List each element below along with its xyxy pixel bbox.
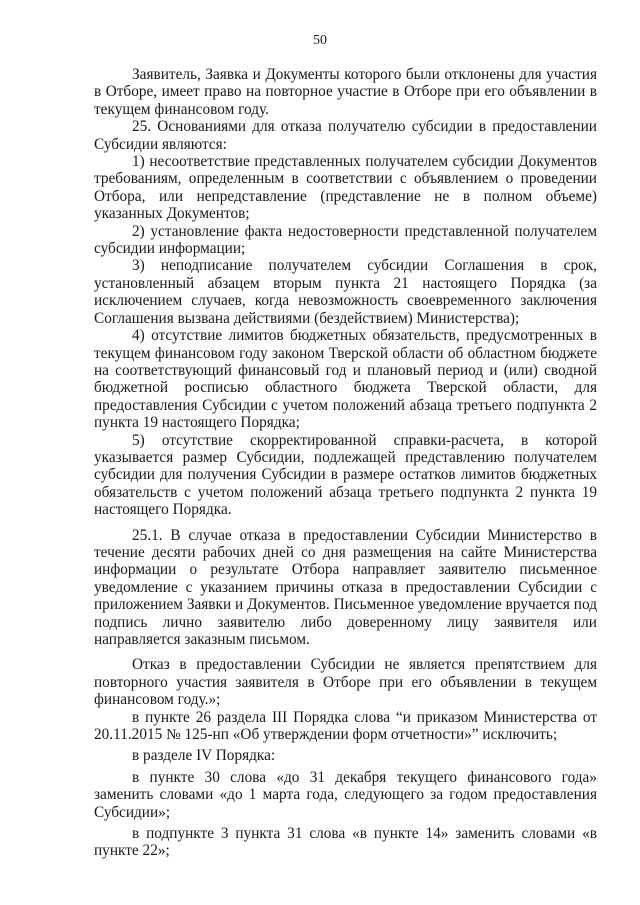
paragraph-25-1-notification: 25.1. В случае отказа в предоставлении Субсидии Министерство в течение десяти рабочих дней со дня размещения на сайте Министерства информации о результате Отбора направляет заявителю письменное уведомление с указанием причины отказа в предоставлении Субсидии с приложением Заявки и Документов. Письменное уведомление вручается под подпись лично заявителю либо доверенному лицу заявителя или направляется заказным письмом.: [94, 526, 597, 648]
page-number: 50: [313, 33, 327, 48]
list-item-2: 2) установление факта недостоверности представленной получателем субсидии информации;: [94, 222, 597, 258]
paragraph-section-3-amendment: в пункте 26 раздела III Порядка слова “и приказом Министерства от 20.11.2015 № 125-нп «Об утверждении форм отчетности»” исключить;: [94, 708, 597, 744]
list-item-4: 4) отсутствие лимитов бюджетных обязательств, предусмотренных в текущем финансовом году законом Тверской области об областном бюджете на соответствующий финансовый год и плановый период и (или) сводной бюджетной росписью областного бюджета Тверской области, для предоставления Субсидии с учетом положений абзаца третьего подпункта 2 пункта 19 настоящего Порядка;: [94, 327, 597, 432]
paragraph-refusal-not-obstacle: Отказ в предоставлении Субсидии не является препятствием для повторного участия заявителя в Отборе при его объявлении в текущем финансовом году.»;: [94, 656, 597, 709]
paragraph-rejected-applicant: Заявитель, Заявка и Документы которого были отклонены для участия в Отборе, имеет право на повторное участие в Отборе при его объявлении в текущем финансовом году.: [94, 66, 597, 118]
list-item-3: 3) неподписание получателем субсидии Соглашения в срок, установленный абзацем вторым пункта 21 настоящего Порядка (за исключением случаев, когда невозможность своевременного заключения Соглашения вызвана действиями (бездействием) Министерства);: [94, 257, 597, 327]
paragraph-25-refusal-grounds: 25. Основаниями для отказа получателю субсидии в предоставлении Субсидии являются:: [94, 118, 597, 153]
paragraph-clause-30-amendment: в пункте 30 слова «до 31 декабря текущего финансового года» заменить словами «до 1 марта года, следующего за годом предоставления Субсидии»;: [94, 768, 597, 821]
paragraph-section-4-heading: в разделе IV Порядка:: [132, 747, 276, 765]
document-body: [94, 66, 597, 860]
list-item-5: 5) отсутствие скорректированной справки-расчета, в которой указывается размер Субсидии, подлежащей представлению получателем субсидии для получения Субсидии в размере остатков лимитов бюджетных обязательств с учетом положений абзаца третьего подпункта 2 пункта 19 настоящего Порядка.: [94, 431, 597, 519]
list-item-1: 1) несоответствие представленных получателем субсидии Документов требованиям, определенным в соответствии с объявлением о проведении Отбора, или непредставление (представление не в полном объеме) указанных Документов;: [94, 153, 597, 223]
paragraph-clause-31-amendment: в подпункте 3 пункта 31 слова «в пункте 14» заменить словами «в пункте 22»;: [94, 825, 597, 860]
